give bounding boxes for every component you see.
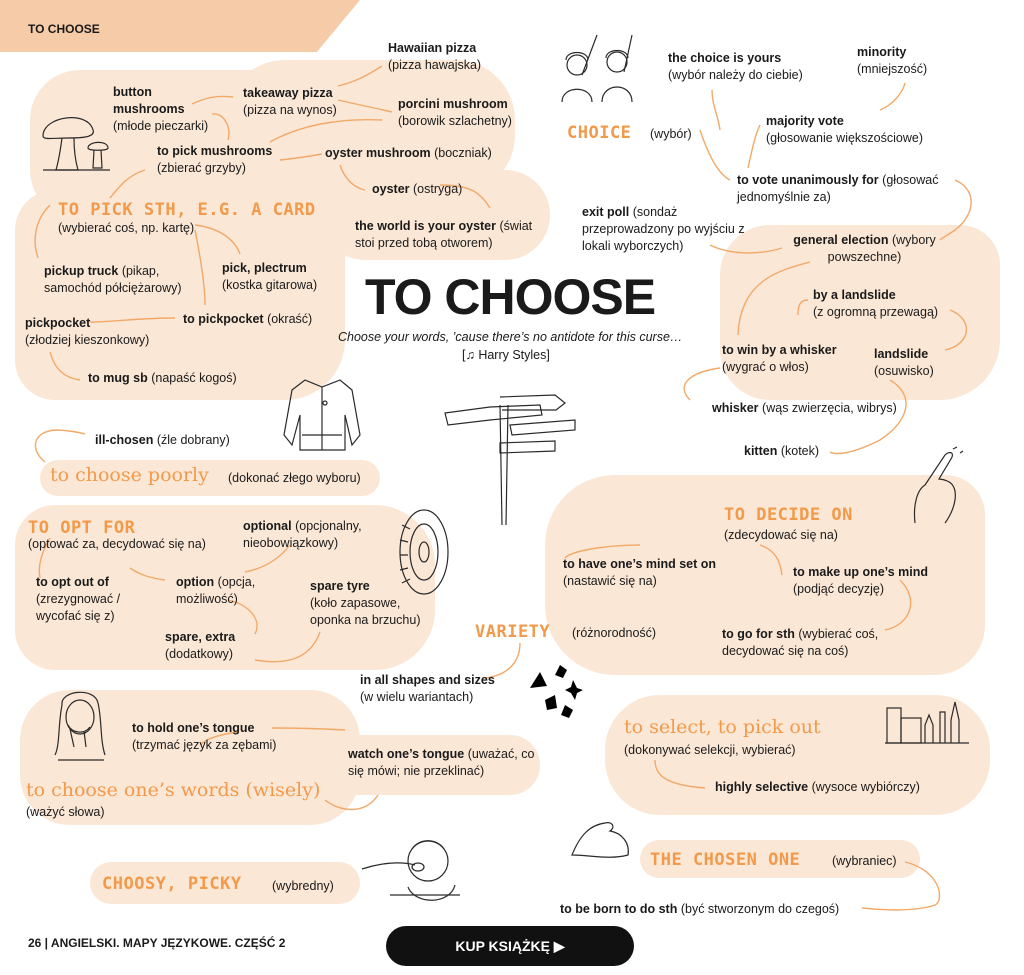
entry-spare-extra: spare, extra (dodatkowy) <box>165 630 236 661</box>
shapes-icon <box>525 660 585 720</box>
entry-ill-chosen: ill-chosen (źle dobrany) <box>95 433 230 447</box>
choice-heading-pl: (wybór) <box>650 127 692 141</box>
corner-tag: TO CHOOSE <box>28 22 100 36</box>
choosy-heading: CHOOSY, PICKY <box>102 874 242 894</box>
entry-exit-poll: exit poll (sondaż przeprowadzony po wyjściu z lokali wyborczych) <box>582 205 745 253</box>
pick-heading: TO PICK STH, E.G. A CARD <box>58 200 316 220</box>
entry-win-whisker: to win by a whisker (wygrać o włos) <box>722 343 837 374</box>
entry-whisker: whisker (wąs zwierzęcia, wibrys) <box>712 401 897 415</box>
entry-opt-out: to opt out of (zrezygnować / wycofać się z) <box>36 575 121 623</box>
choice-heading: CHOICE <box>567 123 632 143</box>
entry-to-pickpocket: to pickpocket (okraść) <box>183 312 313 326</box>
entry-all-shapes: in all shapes and sizes (w wielu wariantach) <box>360 673 495 704</box>
entry-general-election: general election (wybory powszechne) <box>793 233 936 264</box>
baby-feeding-icon <box>360 835 470 910</box>
decide-heading: TO DECIDE ON <box>724 505 853 525</box>
poorly-heading: to choose poorly <box>50 464 209 486</box>
entry-spare-tyre: spare tyre (koło zapasowe, oponka na brzuchu) <box>310 579 421 627</box>
entry-mug: to mug sb (napaść kogoś) <box>88 371 237 385</box>
mushroom-icon <box>38 108 113 173</box>
entry-majority-vote: majority vote (głosowanie większościowe) <box>766 114 924 145</box>
variety-heading-pl: (różnorodność) <box>572 626 657 640</box>
arm-muscle-icon <box>570 815 632 860</box>
entry-hawaiian-pizza: Hawaiian pizza (pizza hawajska) <box>388 41 482 72</box>
entry-vote-unanimously: to vote unanimously for (głosować jednomyślnie za) <box>737 173 939 204</box>
page-label: 26 | ANGIELSKI. MAPY JĘZYKOWE. CZĘŚĆ 2 <box>28 936 286 950</box>
chosen-heading: THE CHOSEN ONE <box>650 850 801 870</box>
entry-landslide: landslide (osuwisko) <box>874 347 934 378</box>
entry-kitten: kitten (kotek) <box>744 444 820 458</box>
entry-optional: optional (opcjonalny, nieobowiązkowy) <box>243 519 362 550</box>
entry-option: option (opcja, możliwość) <box>176 575 256 606</box>
entry-oyster-mushroom: oyster mushroom (boczniak) <box>325 146 492 160</box>
pick-heading-pl: (wybierać coś, np. kartę) <box>58 221 195 235</box>
jacket-icon <box>280 375 365 455</box>
entry-pickup-truck: pickup truck (pikap, samochód półciężarowy) <box>44 264 182 295</box>
select-heading-pl: (dokonywać selekcji, wybierać) <box>624 743 796 757</box>
buy-book-button[interactable]: KUP KSIĄŻKĘ ▶ <box>386 926 634 966</box>
entry-world-oyster: the world is your oyster (świat stoi przed tobą otworem) <box>355 219 533 250</box>
entry-minority: minority (mniejszość) <box>857 45 928 76</box>
quote: Choose your words, ’cause there’s no antidote for this curse… <box>338 330 683 344</box>
cheering-women-icon <box>552 30 642 105</box>
girl-covering-mouth-icon <box>50 685 112 765</box>
city-skyline-icon <box>885 690 970 745</box>
main-title: TO CHOOSE <box>365 269 656 325</box>
entry-born-to-do: to be born to do sth (być stworzonym do czegoś) <box>560 902 840 916</box>
entry-go-for-sth: to go for sth (wybierać coś, decydować się na coś) <box>722 627 879 658</box>
entry-oyster: oyster (ostryga) <box>372 182 463 196</box>
opt-heading-pl: (optować za, decydować się na) <box>28 537 206 551</box>
select-heading: to select, to pick out <box>624 716 821 738</box>
entry-choice-is-yours: the choice is yours (wybór należy do ciebie) <box>668 51 803 82</box>
entry-button-mushrooms: button mushrooms (młode pieczarki) <box>113 85 209 133</box>
entry-make-up-mind: to make up one’s mind (podjąć decyzję) <box>793 565 928 596</box>
entry-porcini: porcini mushroom (borowik szlachetny) <box>398 97 512 128</box>
entry-by-landslide: by a landslide (z ogromną przewagą) <box>813 288 939 319</box>
entry-watch-tongue: watch one’s tongue (uważać, co się mówi; nie przeklinać) <box>348 747 535 778</box>
opt-heading: TO OPT FOR <box>28 518 136 538</box>
entry-highly-selective: highly selective (wysoce wybiórczy) <box>715 780 920 794</box>
poorly-heading-pl: (dokonać złego wyboru) <box>228 471 361 485</box>
words-heading-pl: (ważyć słowa) <box>26 805 105 819</box>
chosen-heading-pl: (wybraniec) <box>832 854 897 868</box>
entry-hold-tongue: to hold one’s tongue (trzymać język za zębami) <box>132 721 277 752</box>
pointing-hand-icon <box>905 445 967 525</box>
entry-to-pick-mushrooms: to pick mushrooms (zbierać grzyby) <box>157 144 273 175</box>
words-heading: to choose one’s words (wisely) <box>26 779 321 801</box>
entry-mind-set-on: to have one’s mind set on (nastawić się na) <box>563 557 717 588</box>
choosy-heading-pl: (wybredny) <box>272 879 334 893</box>
decide-heading-pl: (zdecydować się na) <box>724 528 838 542</box>
quote-author: [♫ Harry Styles] <box>462 348 550 362</box>
entry-pickpocket: pickpocket (złodziej kieszonkowy) <box>25 316 150 347</box>
signpost-icon <box>440 385 580 530</box>
entry-takeaway-pizza: takeaway pizza (pizza na wynos) <box>243 86 337 117</box>
variety-heading: VARIETY <box>475 622 551 642</box>
entry-pick-plectrum: pick, plectrum (kostka gitarowa) <box>222 261 318 292</box>
